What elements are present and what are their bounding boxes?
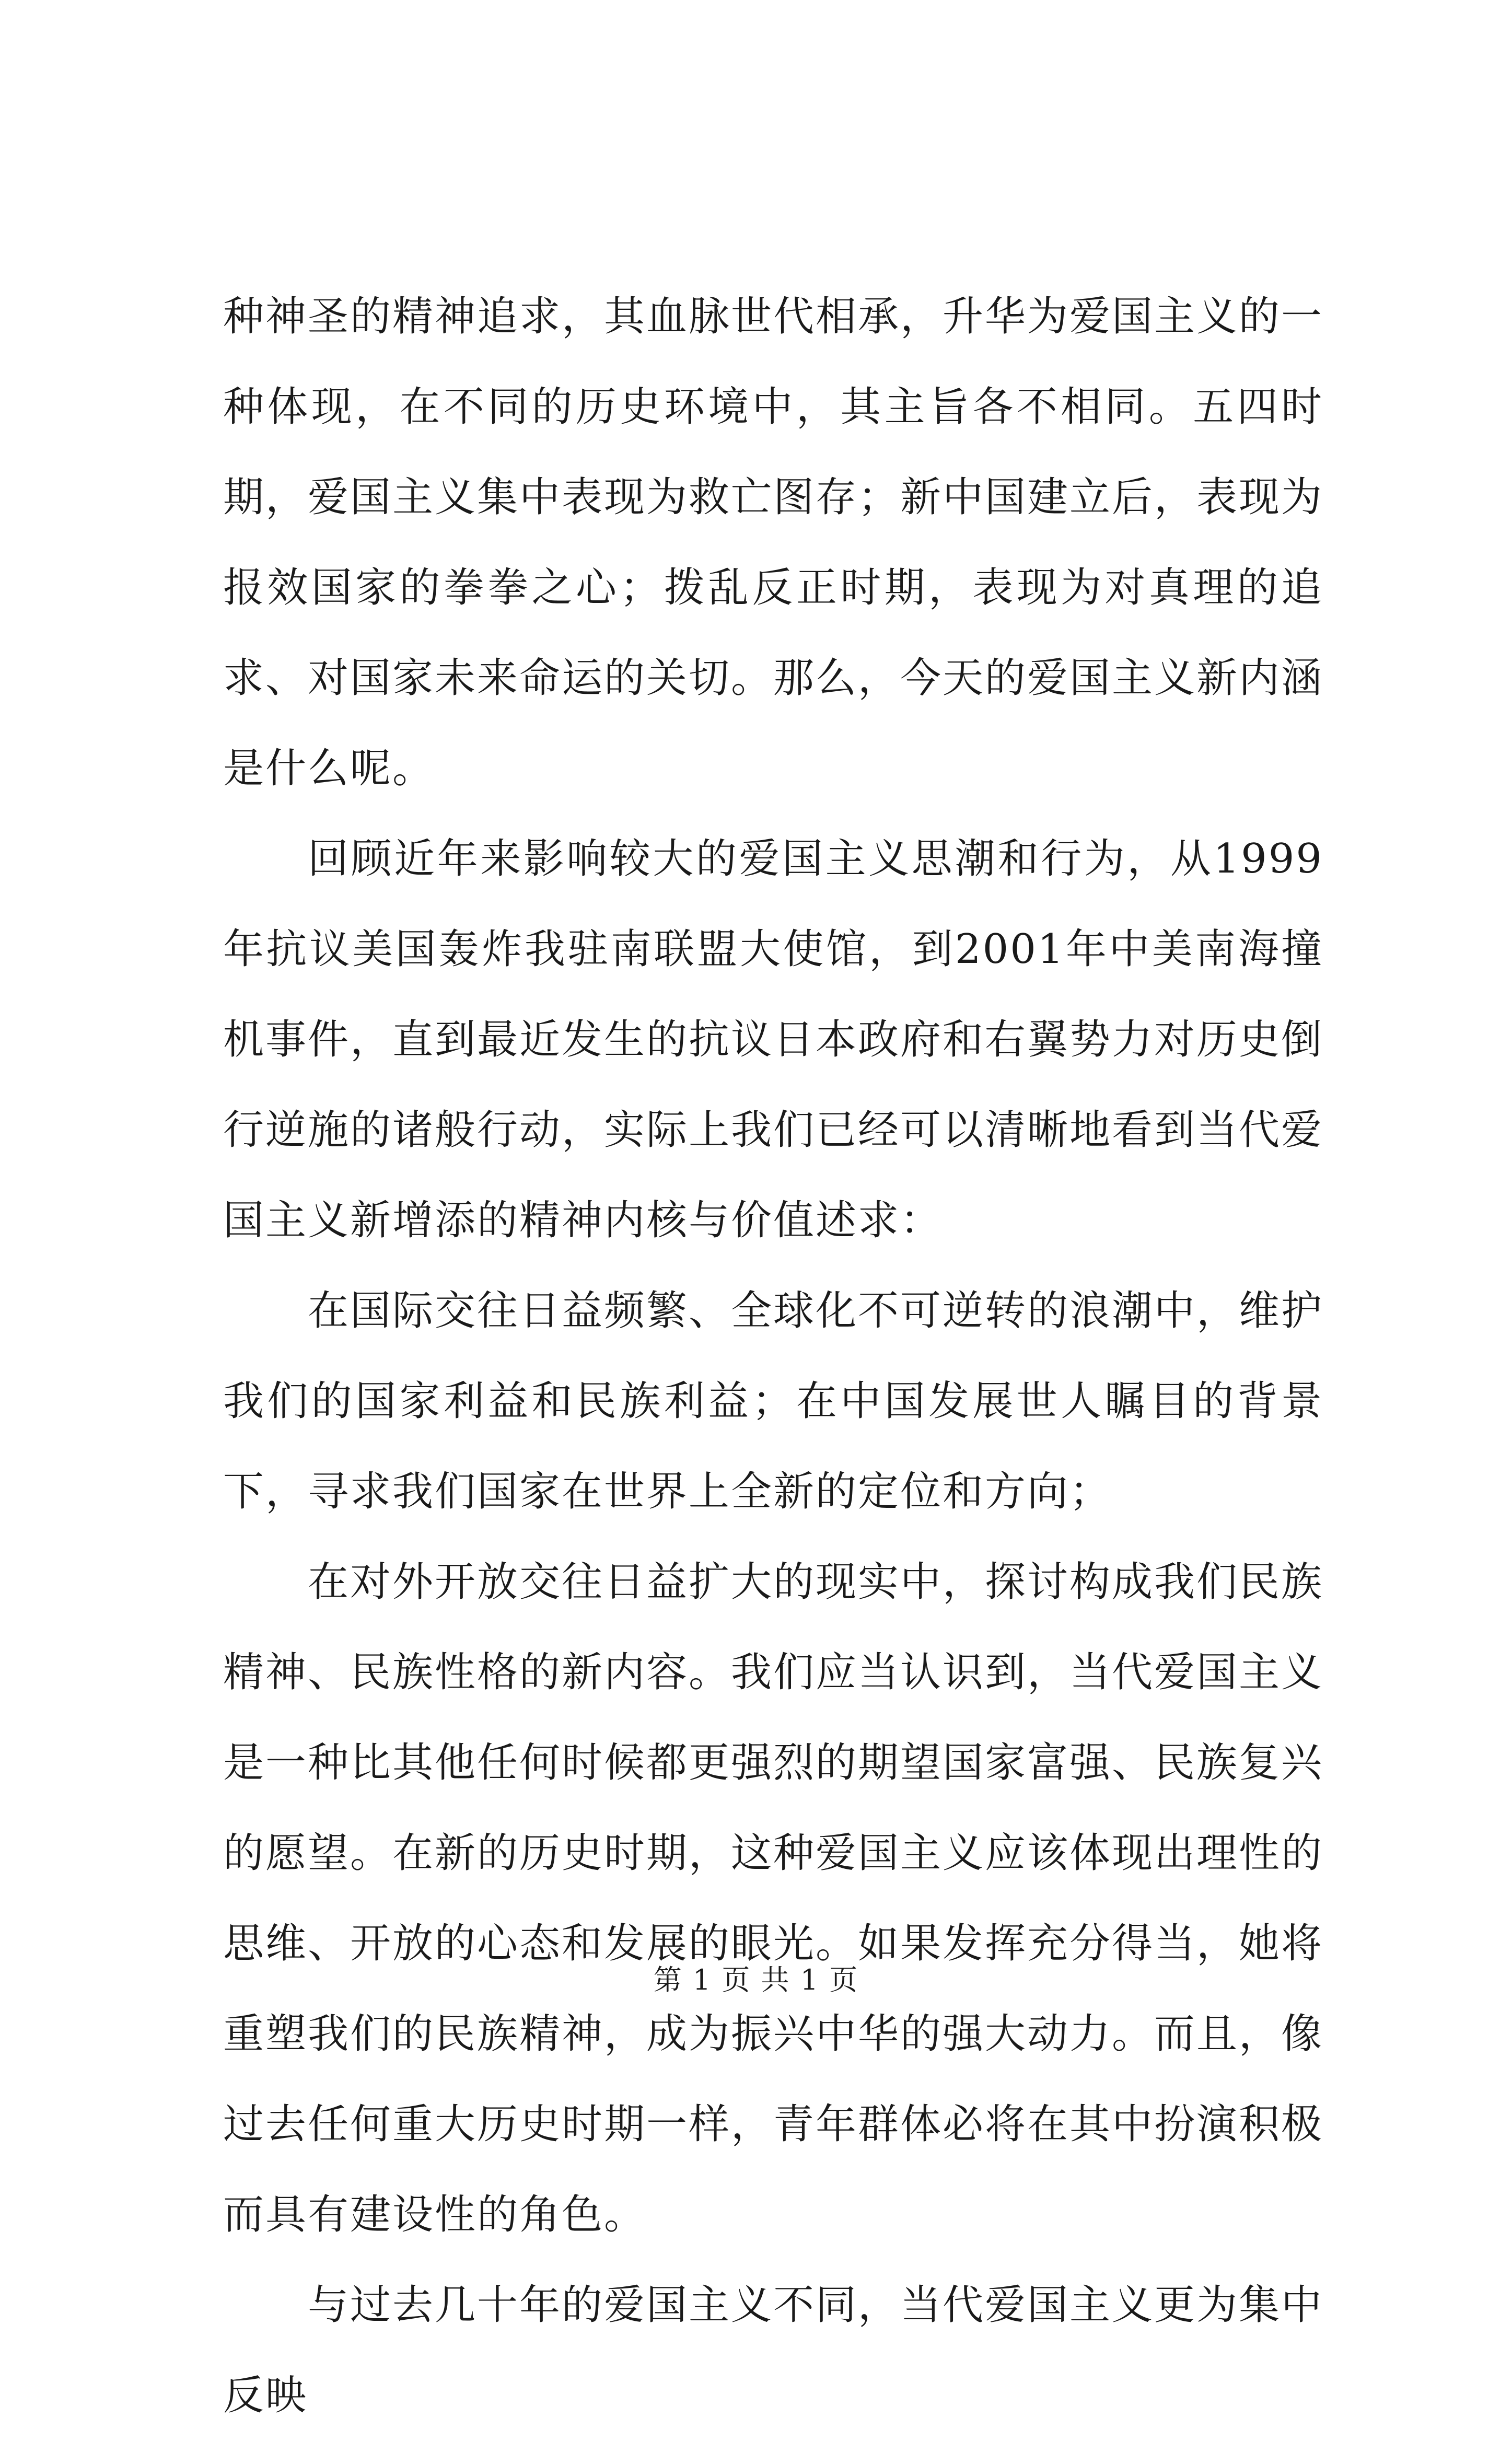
paragraph-continued: 种神圣的精神追求，其血脉世代相承，升华为爱国主义的一种体现，在不同的历史环境中，其主旨各不相同。五四时期，爱国主义集中表现为救亡图存；新中国建立后，表现为报效国家的拳拳之心；拨乱反正时期，表现为对真理的追求、对国家未来命运的关切。那么，今天的爱国主义新内涵是什么呢。: [223, 293, 1324, 792]
paragraph: 回顾近年来影响较大的爱国主义思潮和行为，从1999年抗议美国轰炸我驻南联盟大使馆，到2001年中美南海撞机事件，直到最近发生的抗议日本政府和右翼势力对历史倒行逆施的诸般行动，实际上我们已经可以清晰地看到当代爱国主义新增添的精神内核与价值述求：: [223, 835, 1324, 1244]
paragraph: 在对外开放交往日益扩大的现实中，探讨构成我们民族精神、民族性格的新内容。我们应当认识到，当代爱国主义是一种比其他任何时候都更强烈的期望国家富强、民族复兴的愿望。在新的历史时期，这种爱国主义应该体现出理性的思维、开放的心态和发展的眼光。如果发挥充分得当，她将重塑我们的民族精神，成为振兴中华的强大动力。而且，像过去任何重大历史时期一样，青年群体必将在其中扮演积极而具有建设性的角色。: [223, 1559, 1324, 2238]
paragraph: 与过去几十年的爱国主义不同，当代爱国主义更为集中反映: [223, 2282, 1324, 2419]
page-number-footer: 第 1 页 共 1 页: [653, 1963, 859, 1996]
paragraph: 在国际交往日益频繁、全球化不可逆转的浪潮中，维护我们的国家利益和民族利益；在中国发展世人瞩目的背景下，寻求我们国家在世界上全新的定位和方向；: [223, 1287, 1324, 1515]
document-body: [223, 272, 1323, 2441]
